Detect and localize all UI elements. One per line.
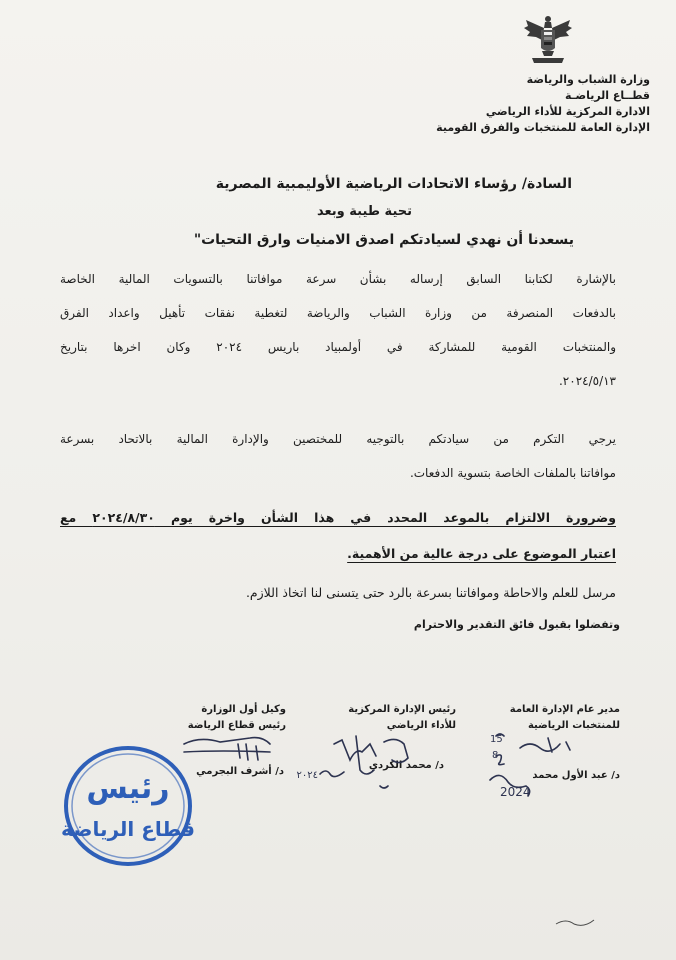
deadline-line: وضرورة الالتزام بالموعد المحدد في هذا الشأن واخرة يوم ٢٠٢٤/٨/٣٠ مع: [60, 510, 616, 525]
stamp-title: رئيس: [86, 771, 170, 806]
ministry-header: [330, 72, 650, 136]
handwritten-year: 2024: [500, 785, 531, 799]
signature-block-general-director: [470, 702, 620, 734]
signature-name: د/ محمد الكردي: [368, 760, 444, 771]
addressee-line: السادة/ رؤساء الاتحادات الرياضية الأوليمبية المصرية: [215, 176, 572, 192]
signature-title: رئيس قطاع الرياضة: [187, 720, 286, 731]
paragraph-line: ٢٠٢٤/٥/١٣.: [558, 374, 616, 388]
paragraph-line: بالإشارة لكتابنا السابق إرساله بشأن سرعة موافاتنا بالتسويات المالية الخاصة: [60, 272, 616, 286]
signature-block-central-head: [306, 702, 456, 734]
handwritten-day: 15: [490, 734, 503, 745]
closing-line: وتفضلوا بقبول فائق التقدير والاحترام: [413, 618, 620, 631]
handwritten-date-mid: ٢٠٢٤: [296, 770, 318, 781]
signature-block-undersecretary: [146, 702, 286, 734]
eagle-emblem-icon: [518, 10, 578, 70]
header-line-central-admin: الادارة المركزية للأداء الرياضي: [485, 105, 650, 118]
signature-title: وكيل أول الوزارة: [201, 704, 286, 715]
signature-title: للأداء الرياضي: [386, 720, 456, 731]
official-stamp-icon: [60, 742, 196, 870]
paragraph-line: بالدفعات المنصرفة من وزارة الشباب والرياضة لتغطية نفقات تأهيل واعداد الفرق: [60, 306, 616, 320]
handwritten-month: 8: [492, 750, 499, 761]
paragraph-line: والمنتخبات القومية للمشاركة في أولمبياد باريس ٢٠٢٤ وكان اخرها بتاريخ: [60, 340, 616, 354]
signature-title: مدير عام الإدارة العامة: [509, 704, 620, 715]
paragraph-line: موافاتنا بالملفات الخاصة بتسوية الدفعات.: [409, 466, 616, 480]
header-line-ministry: وزارة الشباب والرياضة: [526, 73, 650, 86]
stamp-subtitle: قطاع الرياضة: [61, 817, 195, 841]
paragraph-deadline: [60, 500, 616, 572]
paragraph-notice: مرسل للعلم والاحاطة وموافاتنا بسرعة بالرد حتى يتسنى لنا اتخاذ اللازم.: [245, 585, 616, 600]
signature-name: د/ عبد الأول محمد: [532, 770, 620, 781]
addressee-block: [112, 170, 572, 226]
paragraph-request: [60, 422, 616, 490]
deadline-line: اعتبار الموضوع على درجة عالية من الأهمية.: [347, 546, 616, 561]
signature-title: للمنتخبات الرياضية: [527, 720, 620, 731]
footer-scribble: [556, 920, 594, 925]
paragraph-line: يرجي التكرم من سيادتكم بالتوجيه للمختصين والإدارة المالية بالاتحاد بسرعة: [60, 432, 616, 446]
signature-title: رئيس الإدارة المركزية: [348, 704, 456, 715]
header-line-sector: قطــاع الرياضـة: [565, 89, 650, 102]
greeting-line: تحية طيبة وبعد: [316, 204, 412, 219]
paragraph-settlements: [60, 262, 616, 398]
intro-line: يسعدنا أن نهدي لسيادتكم اصدق الامنيات وارق التحيات": [193, 232, 574, 248]
signature-name: د/ أشرف البجرمي: [196, 766, 284, 777]
header-line-general-admin: الإدارة العامة للمنتخبات والفرق القومية: [436, 121, 650, 134]
